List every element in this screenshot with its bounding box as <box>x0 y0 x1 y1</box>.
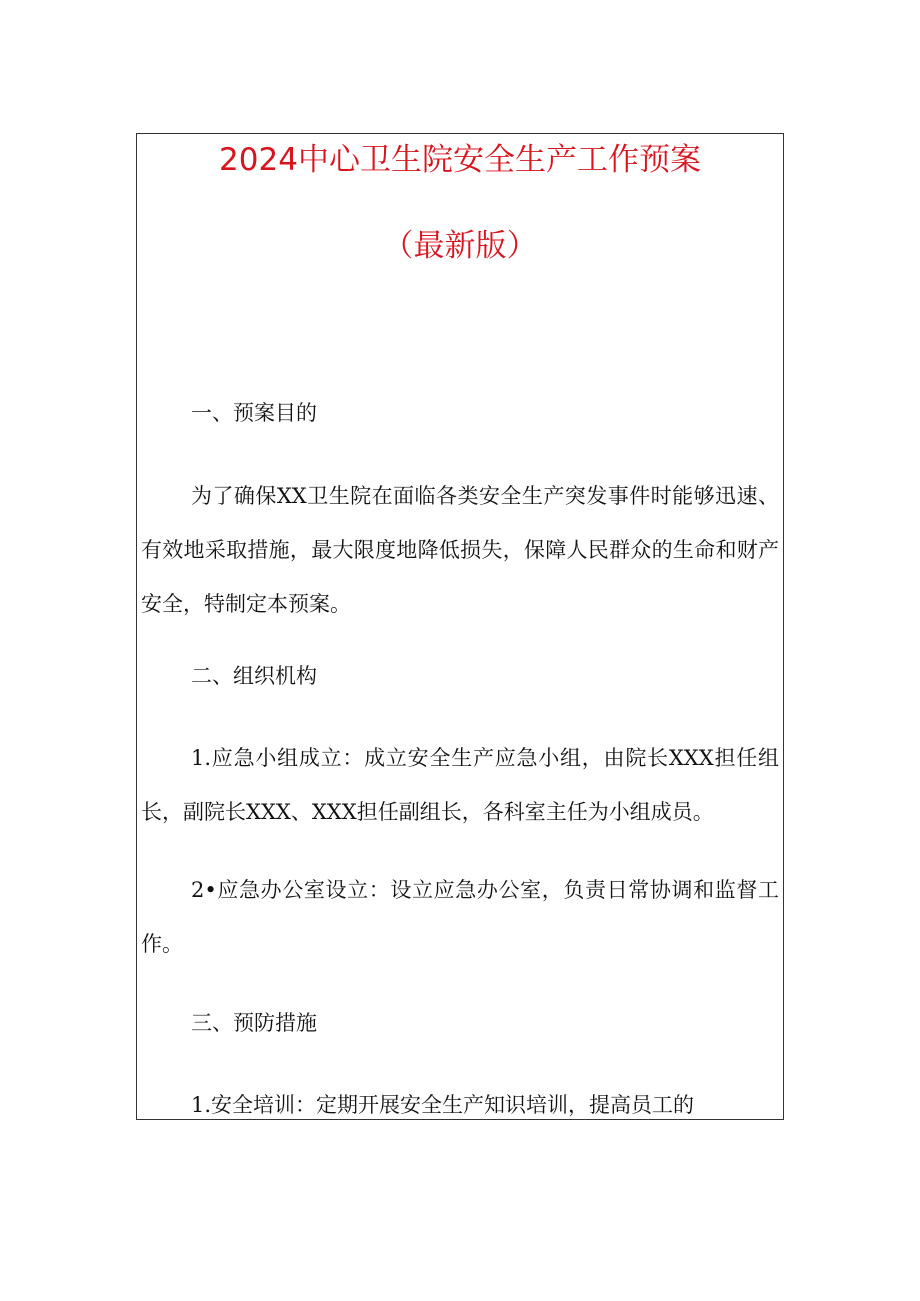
document-title: 2024中心卫生院安全生产工作预案 <box>219 142 701 178</box>
paragraph-safety-training: 1.安全培训：定期开展安全生产知识培训，提高员工的 <box>191 1093 695 1117</box>
paragraph-purpose: 为了确保XX卫生院在面临各类安全生产突发事件时能够迅速、有效地采取措施，最大限度地降低损失，保障人民群众的生命和财产安全，特制定本预案。 <box>141 484 779 616</box>
section-heading-organization: 二、组织机构 <box>191 664 317 688</box>
paragraph-emergency-team: 1.应急小组成立：成立安全生产应急小组，由院长XXX担任组长，副院长XXX、XXX担任副组长，各科室主任为小组成员。 <box>141 746 779 824</box>
document-page <box>136 133 784 1120</box>
section-heading-purpose: 一、预案目的 <box>191 401 317 425</box>
section-heading-prevention: 三、预防措施 <box>191 1011 317 1035</box>
paragraph-emergency-office: 2•应急办公室设立：设立应急办公室，负责日常协调和监督工作。 <box>141 878 779 956</box>
document-subtitle: （最新版） <box>382 228 538 264</box>
